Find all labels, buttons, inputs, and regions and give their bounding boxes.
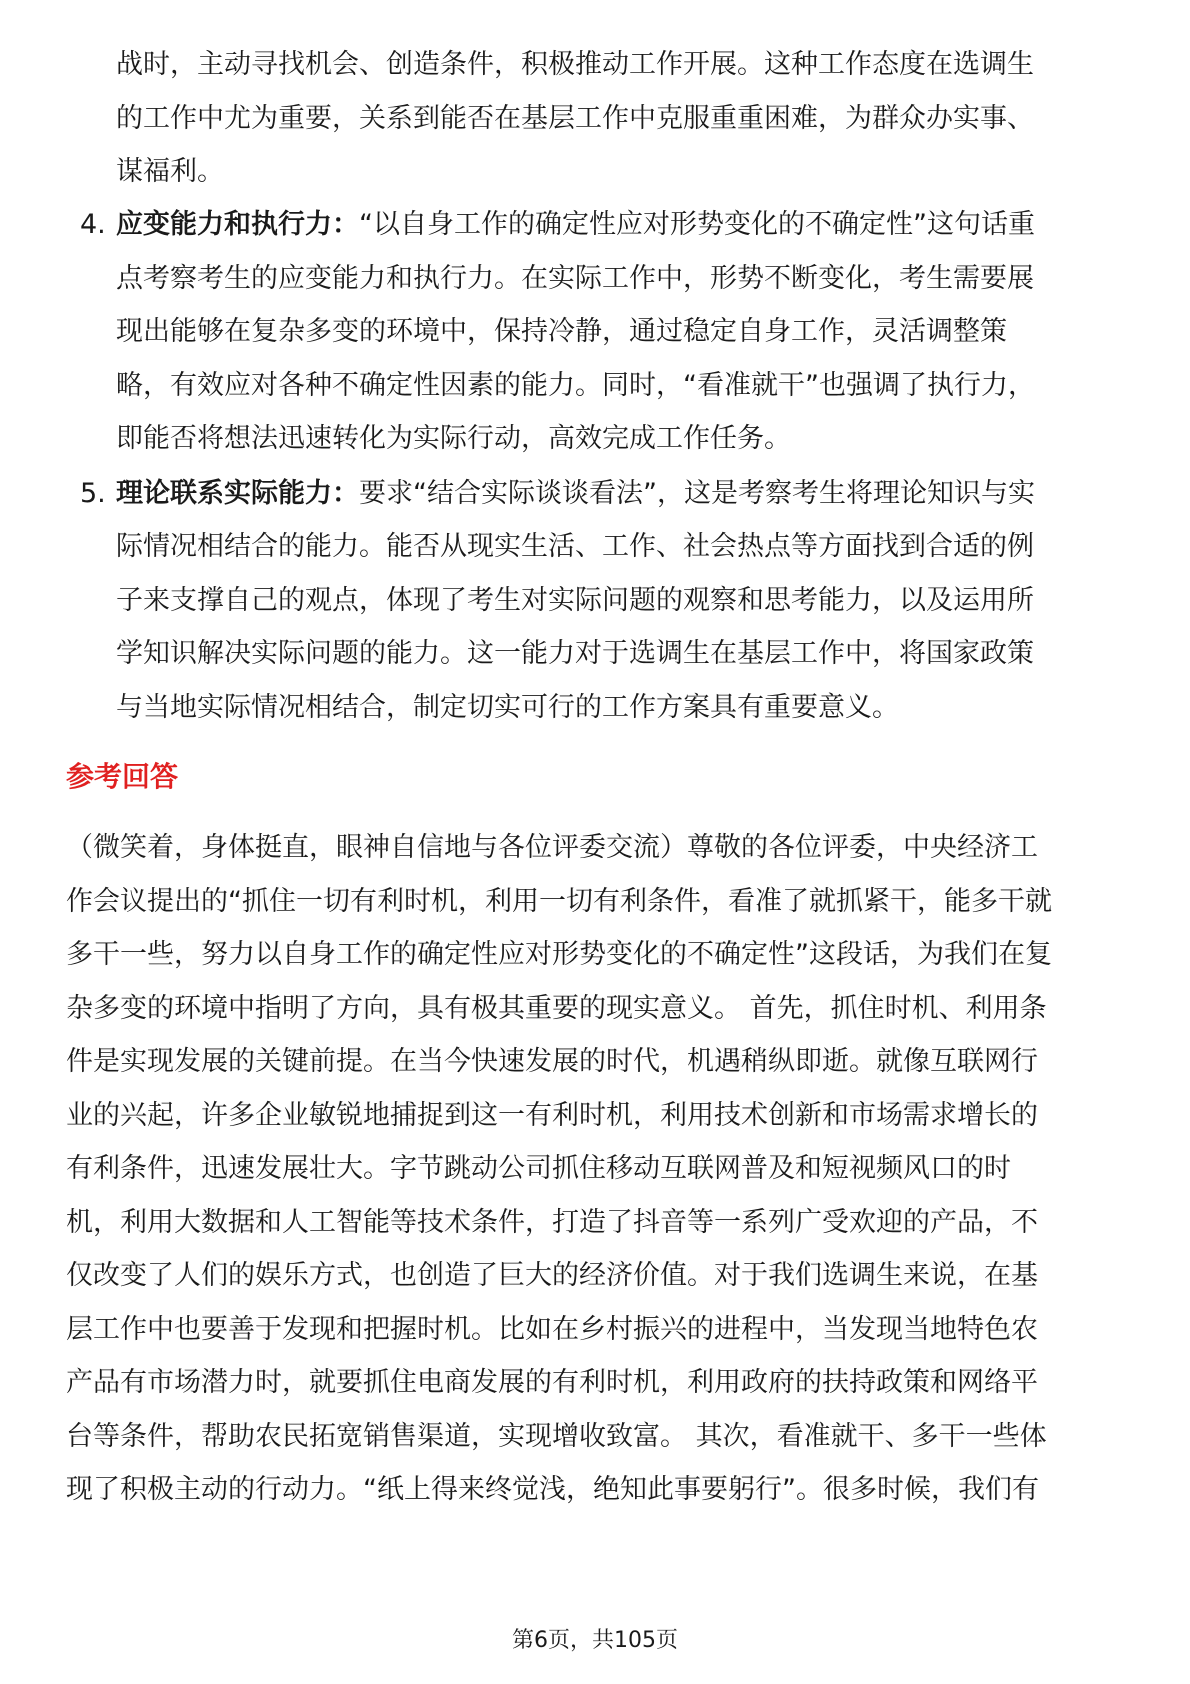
answer-line: 业的兴起，许多企业敏锐地捕捉到这一有利时机，利用技术创新和市场需求增长的 (66, 1100, 1038, 1131)
list-item-first-line (116, 474, 1035, 514)
list-item-text: “以自身工作的确定性应对形势变化的不确定性”这句话重 (359, 209, 1035, 240)
list-item-number: 4. (80, 209, 106, 240)
answer-line: 产品有市场潜力时，就要抓住电商发展的有利时机，利用政府的扶持政策和网络平 (66, 1367, 1038, 1398)
answer-line: （微笑着，身体挺直，眼神自信地与各位评委交流）尊敬的各位评委，中央经济工 (66, 832, 1038, 863)
list-item-line: 子来支撑自己的观点，体现了考生对实际问题的观察和思考能力，以及运用所 (116, 585, 1034, 616)
list-item-title: 理论联系实际能力： (116, 478, 359, 509)
answer-line: 多干一些，努力以自身工作的确定性应对形势变化的不确定性”这段话，为我们在复 (66, 939, 1052, 970)
list-item-line: 点考察考生的应变能力和执行力。在实际工作中，形势不断变化，考生需要展 (116, 263, 1034, 294)
intro-line: 的工作中尤为重要，关系到能否在基层工作中克服重重困难，为群众办实事、 (116, 103, 1034, 134)
list-item-line: 现出能够在复杂多变的环境中，保持冷静，通过稳定自身工作，灵活调整策 (116, 316, 1007, 347)
answer-line: 件是实现发展的关键前提。在当今快速发展的时代，机遇稍纵即逝。就像互联网行 (66, 1046, 1038, 1077)
list-item-number: 5. (80, 478, 106, 509)
answer-line: 仅改变了人们的娱乐方式，也创造了巨大的经济价值。对于我们选调生来说，在基 (66, 1260, 1038, 1291)
answer-line: 现了积极主动的行动力。“纸上得来终觉浅，绝知此事要躬行”。很多时候，我们有 (66, 1474, 1039, 1505)
list-item-title: 应变能力和执行力： (116, 209, 359, 240)
list-item-first-line (116, 205, 1035, 245)
list-item-line: 际情况相结合的能力。能否从现实生活、工作、社会热点等方面找到合适的例 (116, 531, 1034, 562)
page-footer: 第6页，共105页 (512, 1628, 678, 1653)
list-item-line: 学知识解决实际问题的能力。这一能力对于选调生在基层工作中，将国家政策 (116, 638, 1034, 669)
list-item-text: 要求“结合实际谈谈看法”，这是考察考生将理论知识与实 (359, 478, 1035, 509)
answer-line: 层工作中也要善于发现和把握时机。比如在乡村振兴的进程中，当发现当地特色农 (66, 1314, 1038, 1345)
list-item-line: 即能否将想法迅速转化为实际行动，高效完成工作任务。 (116, 423, 791, 454)
answer-line: 作会议提出的“抓住一切有利时机，利用一切有利条件，看准了就抓紧干，能多干就 (66, 886, 1052, 917)
list-item-line: 与当地实际情况相结合，制定切实可行的工作方案具有重要意义。 (116, 692, 899, 723)
answer-line: 机，利用大数据和人工智能等技术条件，打造了抖音等一系列广受欢迎的产品，不 (66, 1207, 1038, 1238)
answer-line: 杂多变的环境中指明了方向，具有极其重要的现实意义。 首先，抓住时机、利用条 (66, 993, 1047, 1024)
answer-heading: 参考回答 (66, 760, 179, 793)
answer-line: 台等条件，帮助农民拓宽销售渠道，实现增收致富。 其次，看准就干、多干一些体 (66, 1421, 1047, 1452)
intro-line: 战时，主动寻找机会、创造条件，积极推动工作开展。这种工作态度在选调生 (116, 49, 1034, 80)
list-item-line: 略，有效应对各种不确定性因素的能力。同时，“看准就干”也强调了执行力， (116, 370, 1035, 401)
answer-line: 有利条件，迅速发展壮大。字节跳动公司抓住移动互联网普及和短视频风口的时 (66, 1153, 1011, 1184)
intro-line: 谋福利。 (116, 156, 224, 187)
